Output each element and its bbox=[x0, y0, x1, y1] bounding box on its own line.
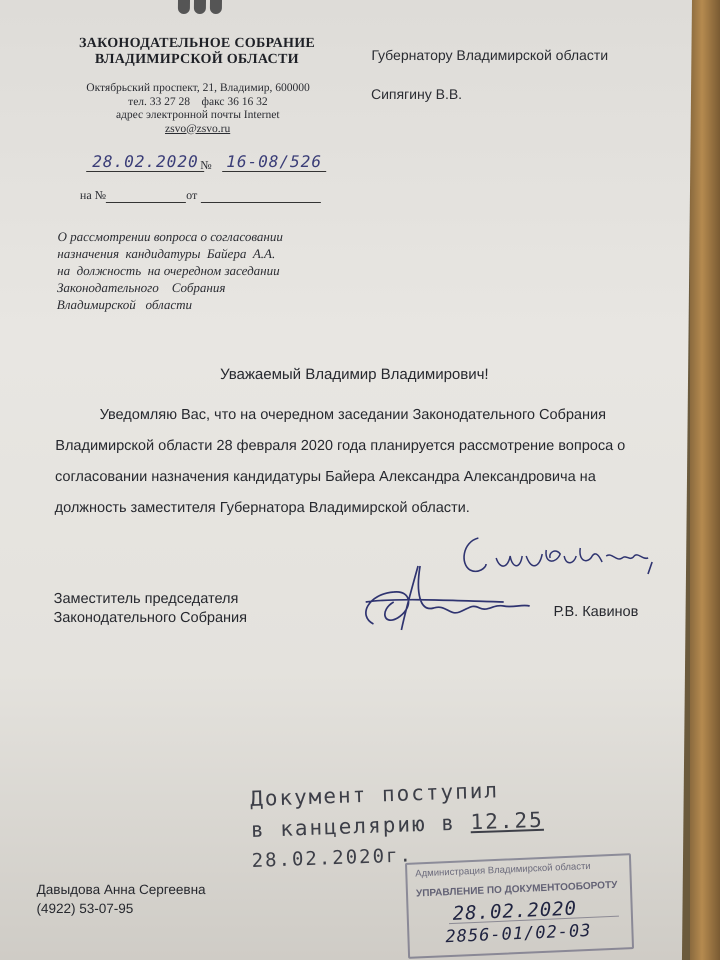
outgoing-number: 16-08/526 bbox=[222, 152, 326, 172]
signatory-name: Р.В. Кавинов bbox=[553, 604, 639, 620]
registration-stamp bbox=[405, 853, 634, 959]
letter-subject bbox=[57, 228, 358, 313]
reference-line bbox=[80, 188, 321, 203]
body-line-1: Уведомляю Вас, что на очередном заседании Законодательного Собрания bbox=[99, 407, 607, 423]
subject-line-3: на должность на очередном заседании bbox=[57, 263, 280, 278]
email-link[interactable]: zsvo@zsvo.ru bbox=[164, 122, 231, 135]
address-line-3: адрес электронной почты Internet bbox=[115, 109, 280, 121]
signatory-title bbox=[53, 590, 247, 628]
ref-date-blank bbox=[201, 190, 321, 203]
recipient-line-1: Губернатору Владимирской области bbox=[371, 47, 609, 63]
number-symbol: № bbox=[200, 158, 212, 172]
note-line-1: Документ поступил bbox=[249, 778, 500, 811]
letter-body bbox=[55, 400, 676, 524]
coat-of-arms-emblem bbox=[172, 0, 228, 18]
executor-phone: (4922) 53-07-95 bbox=[36, 901, 134, 916]
note-receipt-time: 12.25 bbox=[470, 807, 545, 835]
recipient-block bbox=[371, 46, 608, 124]
stamp-date: 28.02.2020 bbox=[452, 897, 578, 925]
body-line-4: должность заместителя Губернатора Владимирской области. bbox=[54, 500, 470, 516]
address-line-2: тел. 33 27 28 факс 36 16 32 bbox=[128, 95, 268, 108]
desk-background bbox=[690, 0, 720, 960]
body-line-2: Владимирской области 28 февраля 2020 года планируется рассмотрение вопроса о bbox=[55, 438, 626, 454]
handwritten-signature bbox=[353, 558, 534, 638]
org-line-2: ВЛАДИМИРСКОЙ ОБЛАСТИ bbox=[94, 52, 299, 67]
subject-line-1: О рассмотрении вопроса о согласовании bbox=[57, 229, 283, 244]
subject-line-2: назначения кандидатуры Байера А.А. bbox=[57, 246, 276, 261]
subject-line-4: Законодательного Собрания bbox=[56, 280, 226, 295]
signatory-title-line-2: Законодательного Собрания bbox=[53, 610, 248, 626]
body-line-3: согласовании назначения кандидатуры Байера Александра Александровича на bbox=[54, 469, 596, 485]
note-line-3: 28.02.2020г. bbox=[251, 844, 414, 872]
ref-prefix: на № bbox=[79, 188, 107, 202]
ref-from: от bbox=[186, 188, 198, 202]
org-line-1: ЗАКОНОДАТЕЛЬНОЕ СОБРАНИЕ bbox=[78, 36, 316, 51]
signature-scribble bbox=[353, 558, 534, 638]
address-line-1: Октябрьский проспект, 21, Владимир, 600000 bbox=[86, 82, 310, 94]
sender-organization bbox=[54, 36, 339, 68]
sender-address bbox=[59, 82, 338, 136]
signatory-title-line-1: Заместитель председателя bbox=[53, 591, 239, 607]
salutation: Уважаемый Владимир Владимирович! bbox=[219, 366, 489, 383]
executor-block bbox=[36, 880, 205, 918]
executor-name: Давыдова Анна Сергеевна bbox=[36, 882, 206, 897]
recipient-line-2: Сипягину В.В. bbox=[370, 86, 463, 102]
ref-number-blank bbox=[106, 190, 186, 203]
stamp-number: 2856-01/02-03 bbox=[445, 920, 592, 948]
registration-line bbox=[76, 154, 326, 178]
outgoing-date: 28.02.2020 bbox=[86, 152, 205, 172]
stamp-org: Администрация Владимирской области bbox=[415, 860, 591, 880]
subject-line-5: Владимирской области bbox=[56, 297, 193, 312]
note-line-2-prefix: в канцелярию в bbox=[250, 810, 471, 842]
stamp-dept: УПРАВЛЕНИЕ ПО ДОКУМЕНТООБОРОТУ bbox=[415, 879, 618, 900]
